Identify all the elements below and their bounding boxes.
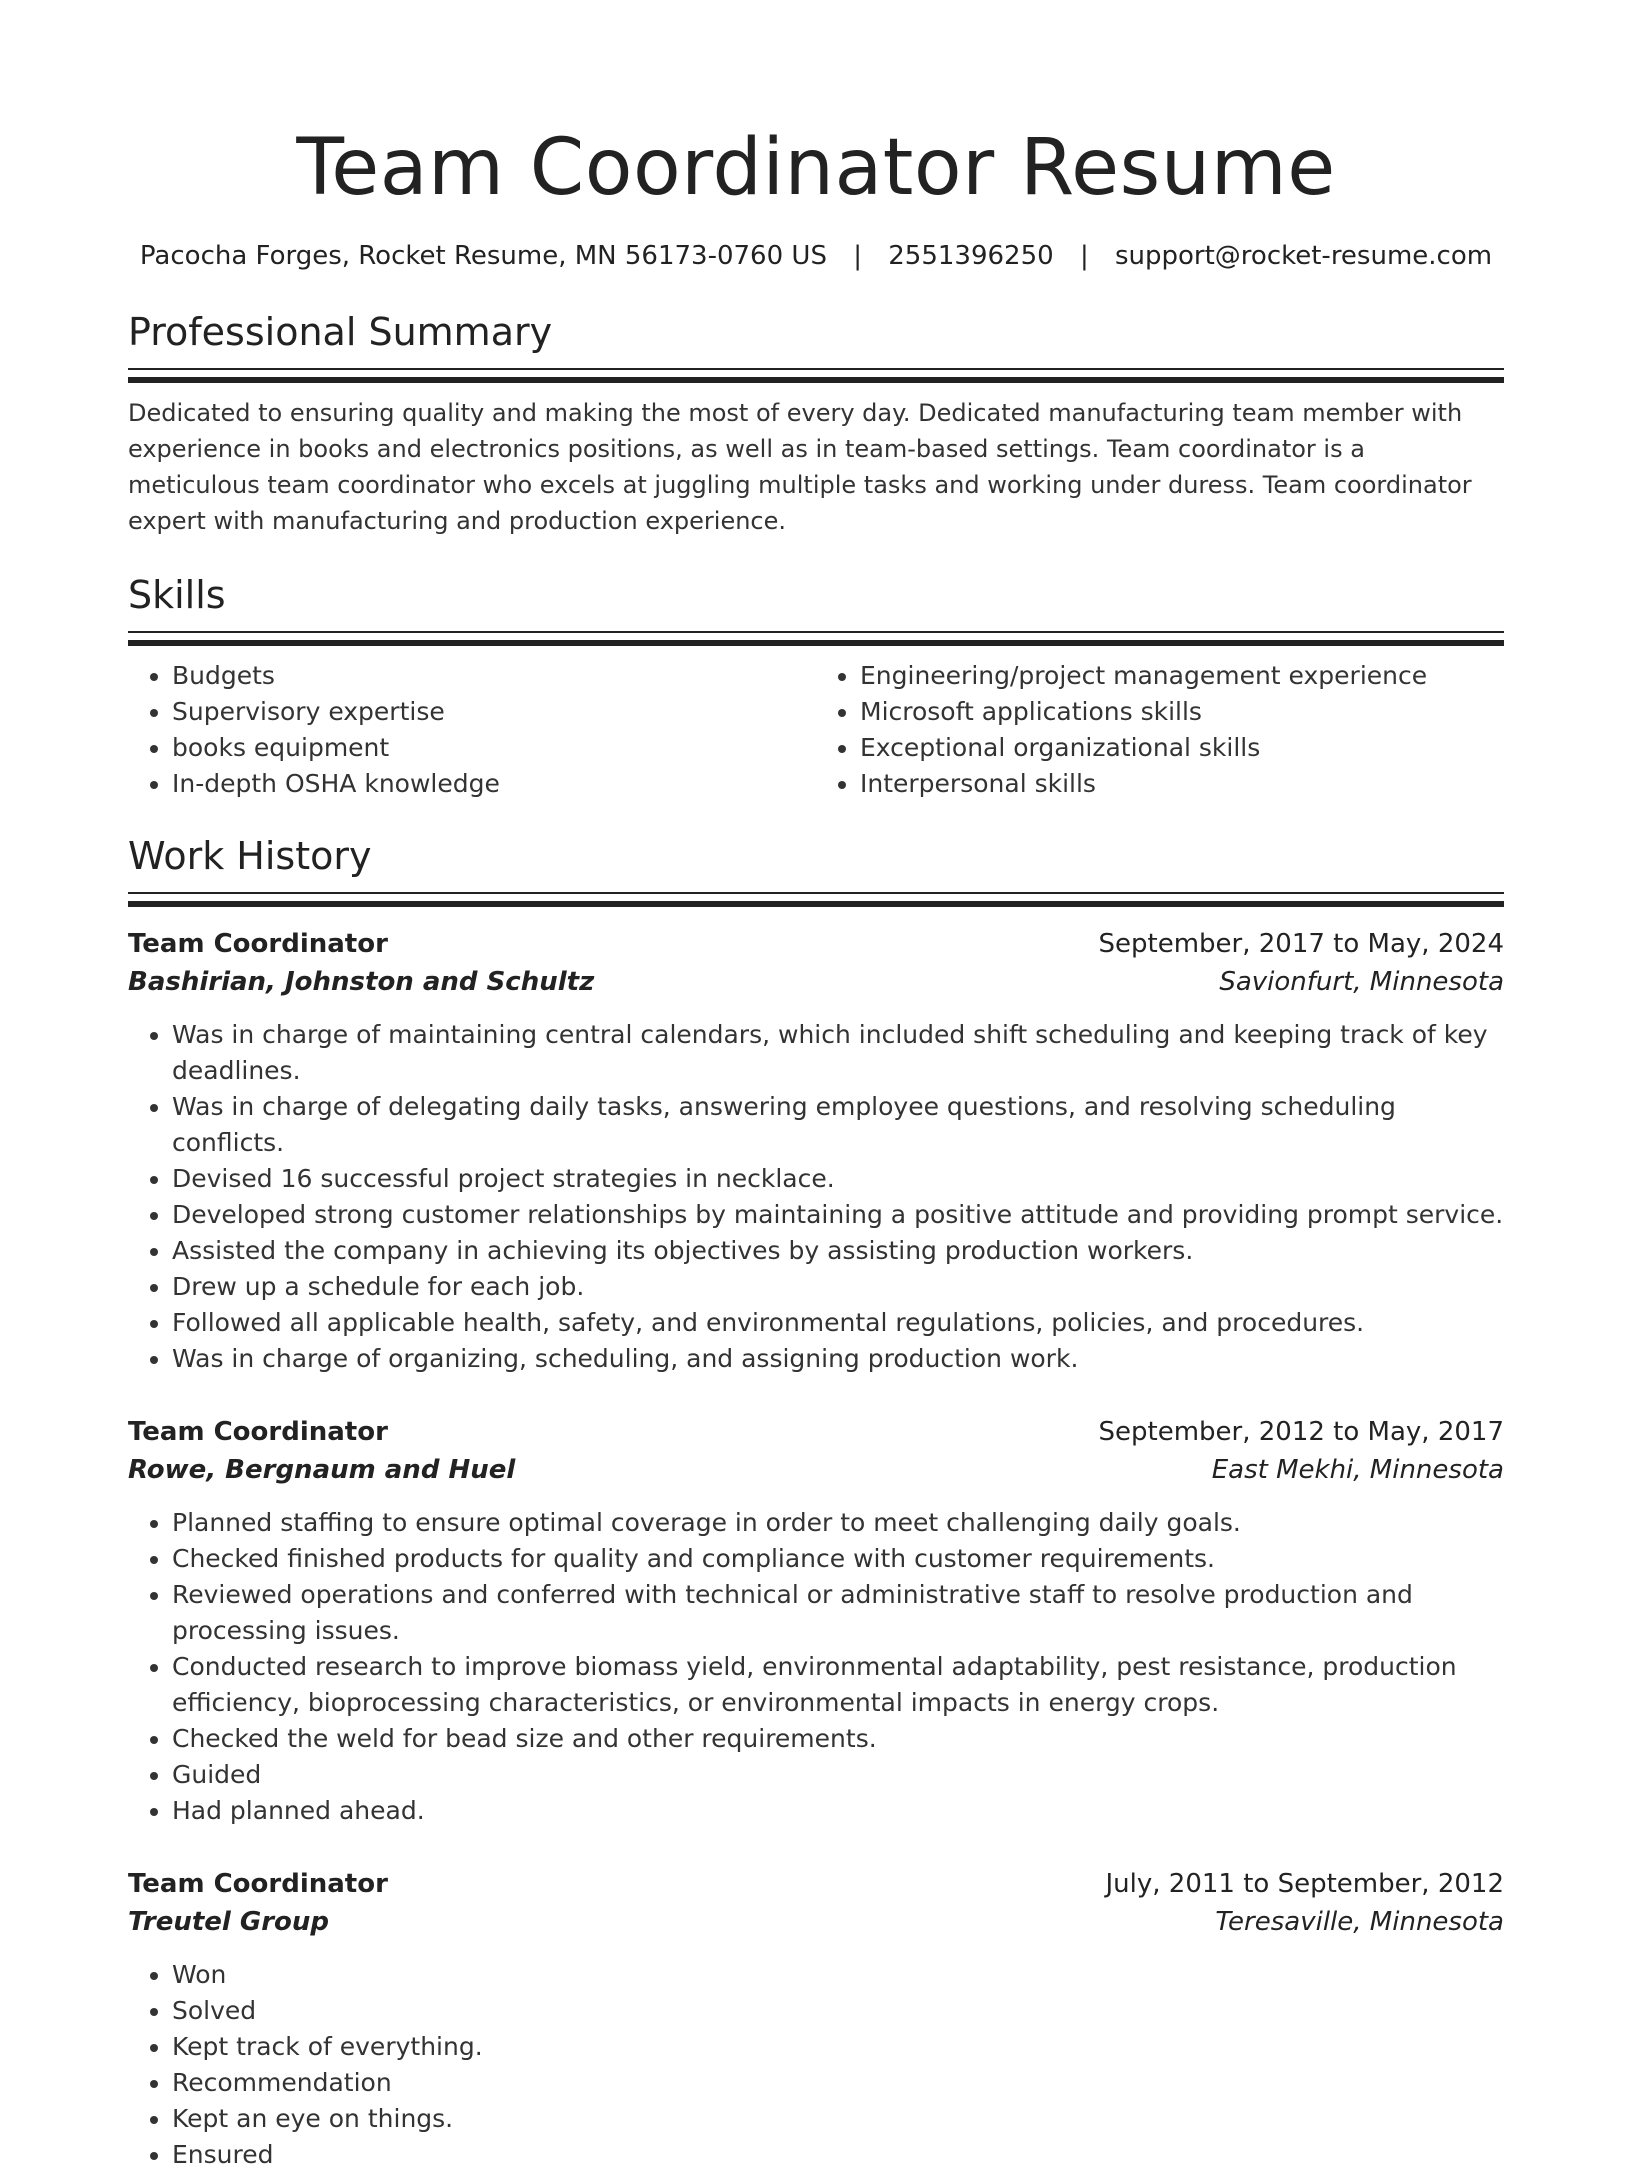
- job-bullet: • Was in charge of delegating daily tasks, answering employee questions, and resolving scheduling conflicts.: [172, 1089, 1504, 1161]
- summary-text: Dedicated to ensuring quality and making the most of every day. Dedicated manufacturing team member with experience in books and electronics positions, as well as in team-based settings. Team coordinator is a meticulous team coordinator who excels at juggling multiple tasks and working under duress. Team coordinator expert with manufacturing and production experience.: [128, 399, 1472, 535]
- job-title: Team Coordinator: [128, 1417, 388, 1447]
- job-subheader: [128, 963, 1504, 1001]
- job-bullet: • Was in charge of organizing, scheduling, and assigning production work.: [172, 1341, 1504, 1377]
- job-bullet: • Guided: [172, 1757, 1504, 1793]
- job-dates: September, 2012 to May, 2017: [1098, 1417, 1504, 1447]
- contact-line: [128, 238, 1504, 274]
- work-history-section: [128, 832, 1504, 2173]
- skill-item: • Budgets: [172, 658, 816, 694]
- job-bullet: • Checked the weld for bead size and other requirements.: [172, 1721, 1504, 1757]
- job-bullet: • Assisted the company in achieving its objectives by assisting production workers.: [172, 1233, 1504, 1269]
- resume-title: Team Coordinator Resume: [296, 123, 1336, 213]
- job-bullets: [128, 1505, 1504, 1829]
- job-bullet: • Checked finished products for quality and compliance with customer requirements.: [172, 1541, 1504, 1577]
- job-bullet: • Kept track of everything.: [172, 2029, 1504, 2065]
- job-title: Team Coordinator: [128, 1869, 388, 1899]
- job-location: Teresaville, Minnesota: [1215, 1907, 1504, 1937]
- job-bullet: • Had planned ahead.: [172, 1793, 1504, 1829]
- skill-item: • In-depth OSHA knowledge: [172, 766, 816, 802]
- skill-item: • Interpersonal skills: [860, 766, 1504, 802]
- contact-address: Pacocha Forges, Rocket Resume, MN 56173-0760 US: [139, 241, 827, 271]
- summary-heading: Professional Summary: [128, 310, 553, 354]
- skill-item: • Exceptional organizational skills: [860, 730, 1504, 766]
- skills-left-list: [128, 658, 816, 802]
- job-dates: July, 2011 to September, 2012: [1105, 1869, 1504, 1899]
- skill-item: • books equipment: [172, 730, 816, 766]
- job-bullet: • Reviewed operations and conferred with technical or administrative staff to resolve production and processing issues.: [172, 1577, 1504, 1649]
- skills-section: [128, 571, 1504, 802]
- contact-separator: |: [1079, 241, 1089, 271]
- job-bullet: • Kept an eye on things.: [172, 2101, 1504, 2137]
- job-title: Team Coordinator: [128, 929, 388, 959]
- skills-right-list: [816, 658, 1504, 802]
- job-subheader: [128, 1451, 1504, 1489]
- job-entry: [128, 1865, 1504, 2173]
- job-bullet: • Conducted research to improve biomass yield, environmental adaptability, pest resistance, production efficiency, bioprocessing characteristics, or environmental impacts in energy crops.: [172, 1649, 1504, 1721]
- section-rule: [128, 631, 1504, 648]
- job-bullet: • Was in charge of maintaining central calendars, which included shift scheduling and keeping track of key deadlines.: [172, 1017, 1504, 1089]
- skill-item: • Supervisory expertise: [172, 694, 816, 730]
- job-dates: September, 2017 to May, 2024: [1098, 929, 1504, 959]
- contact-email: support@rocket-resume.com: [1114, 241, 1493, 271]
- skills-heading: Skills: [128, 573, 226, 617]
- skill-item: • Engineering/project management experience: [860, 658, 1504, 694]
- job-bullet: • Developed strong customer relationships by maintaining a positive attitude and providing prompt service.: [172, 1197, 1504, 1233]
- job-bullet: • Recommendation: [172, 2065, 1504, 2101]
- job-bullets: [128, 1957, 1504, 2173]
- job-header: [128, 925, 1504, 963]
- skills-columns: [128, 658, 1504, 802]
- job-company: Bashirian, Johnston and Schultz: [128, 967, 595, 997]
- contact-phone: 2551396250: [888, 241, 1054, 271]
- job-bullet: • Drew up a schedule for each job.: [172, 1269, 1504, 1305]
- job-bullet: • Planned staffing to ensure optimal coverage in order to meet challenging daily goals.: [172, 1505, 1504, 1541]
- job-entry: [128, 1413, 1504, 1829]
- summary-section: [128, 308, 1504, 539]
- section-rule: [128, 892, 1504, 909]
- job-company: Rowe, Bergnaum and Huel: [128, 1455, 516, 1485]
- job-bullet: • Devised 16 successful project strategies in necklace.: [172, 1161, 1504, 1197]
- job-location: Savionfurt, Minnesota: [1219, 967, 1504, 997]
- job-bullet: • Won: [172, 1957, 1504, 1993]
- job-bullets: [128, 1017, 1504, 1377]
- work-history-heading: Work History: [128, 834, 372, 878]
- job-location: East Mekhi, Minnesota: [1211, 1455, 1504, 1485]
- job-subheader: [128, 1903, 1504, 1941]
- skill-item: • Microsoft applications skills: [860, 694, 1504, 730]
- job-bullet: • Followed all applicable health, safety, and environmental regulations, policies, and procedures.: [172, 1305, 1504, 1341]
- job-bullet: • Solved: [172, 1993, 1504, 2029]
- job-bullet: • Ensured: [172, 2137, 1504, 2173]
- job-header: [128, 1865, 1504, 1903]
- job-company: Treutel Group: [128, 1907, 330, 1937]
- job-header: [128, 1413, 1504, 1451]
- contact-separator: |: [853, 241, 862, 271]
- job-entry: [128, 925, 1504, 1377]
- section-rule: [128, 368, 1504, 385]
